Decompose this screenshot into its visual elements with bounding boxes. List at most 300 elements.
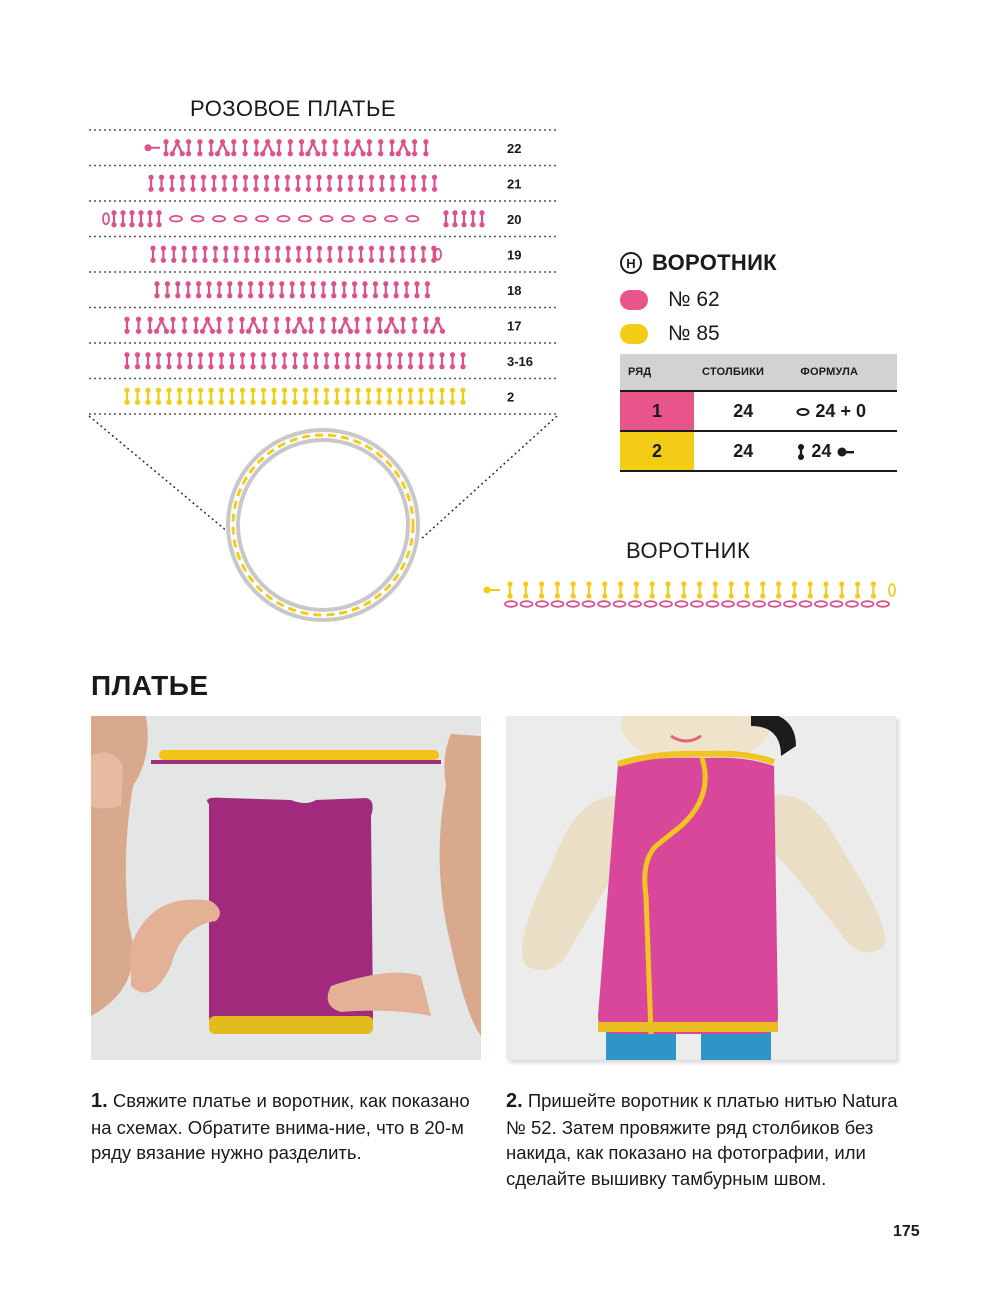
chain-symbol — [583, 601, 595, 607]
row-number-label: 21 — [507, 176, 522, 192]
chain-symbol — [256, 216, 268, 222]
single-crochet-symbol — [288, 139, 293, 144]
single-crochet-symbol — [276, 139, 281, 144]
collar-scheme-label: ВОРОТНИК — [626, 538, 751, 563]
single-crochet-symbol — [262, 317, 267, 322]
single-crochet-symbol — [261, 388, 266, 393]
chain-symbol — [567, 601, 579, 607]
single-crochet-symbol — [400, 317, 405, 322]
single-crochet-symbol — [265, 246, 270, 251]
single-crochet-symbol — [390, 175, 395, 180]
single-crochet-symbol — [193, 317, 198, 322]
single-crochet-symbol — [213, 246, 218, 251]
single-crochet-symbol — [296, 246, 301, 251]
step-1-caption — [91, 1088, 491, 1166]
chain-symbol — [707, 601, 719, 607]
single-crochet-symbol — [150, 246, 155, 251]
single-crochet-symbol — [376, 388, 381, 393]
single-crochet-symbol — [240, 388, 245, 393]
single-crochet-symbol — [367, 139, 372, 144]
single-crochet-symbol — [400, 175, 405, 180]
single-crochet-symbol — [776, 581, 781, 586]
single-crochet-symbol — [111, 210, 116, 215]
single-crochet-symbol — [147, 210, 152, 215]
single-crochet-symbol — [186, 139, 191, 144]
single-crochet-symbol — [327, 175, 332, 180]
chain-symbol — [629, 601, 641, 607]
chain-symbol — [299, 216, 311, 222]
single-crochet-symbol — [192, 246, 197, 251]
chain-symbol — [722, 601, 734, 607]
step-text: Свяжите платье и воротник, как показано на схемах. Обратите внима-ние, что в 20-м ряду вязание нужно разделить. — [91, 1090, 470, 1163]
table-header-row — [620, 354, 897, 391]
slip-stitch-symbol — [484, 587, 491, 594]
single-crochet-symbol — [156, 352, 161, 357]
table-cell-formula — [792, 391, 897, 431]
single-crochet-symbol — [418, 388, 423, 393]
row-number-label: 20 — [507, 211, 522, 227]
single-crochet-symbol — [198, 352, 203, 357]
single-crochet-symbol — [344, 139, 349, 144]
single-crochet-symbol — [355, 352, 360, 357]
single-crochet-symbol — [201, 175, 206, 180]
single-crochet-symbol — [269, 281, 274, 286]
single-crochet-symbol — [286, 246, 291, 251]
single-crochet-symbol — [320, 317, 325, 322]
single-crochet-symbol — [180, 175, 185, 180]
single-crochet-symbol — [713, 581, 718, 586]
single-crochet-symbol — [240, 352, 245, 357]
single-crochet-symbol — [148, 175, 153, 180]
chain-symbol — [278, 216, 290, 222]
single-crochet-symbol — [239, 317, 244, 322]
chain-symbol — [846, 601, 858, 607]
chain-symbol — [738, 601, 750, 607]
step-1-photo — [91, 716, 481, 1060]
step-2-caption — [506, 1088, 906, 1191]
single-crochet-symbol — [602, 581, 607, 586]
single-crochet-symbol — [429, 388, 434, 393]
single-crochet-symbol — [156, 210, 161, 215]
single-crochet-symbol — [135, 388, 140, 393]
single-crochet-symbol — [129, 210, 134, 215]
chain-symbol — [213, 216, 225, 222]
single-crochet-symbol — [124, 317, 129, 322]
row-number-label: 19 — [507, 247, 522, 263]
single-crochet-symbol — [327, 246, 332, 251]
single-crochet-symbol — [264, 175, 269, 180]
single-crochet-symbol — [135, 352, 140, 357]
single-crochet-symbol — [271, 388, 276, 393]
chain-symbol — [784, 601, 796, 607]
single-crochet-symbol — [238, 281, 243, 286]
single-crochet-symbol — [369, 175, 374, 180]
single-crochet-symbol — [124, 352, 129, 357]
single-crochet-symbol — [450, 388, 455, 393]
single-crochet-symbol — [443, 210, 448, 215]
single-crochet-symbol — [232, 175, 237, 180]
table-row — [620, 431, 897, 471]
chain-symbol — [862, 601, 874, 607]
single-crochet-symbol — [274, 175, 279, 180]
single-crochet-symbol — [586, 581, 591, 586]
single-crochet-symbol — [145, 352, 150, 357]
callout-line — [420, 416, 557, 540]
chain-symbol — [521, 601, 533, 607]
single-crochet-symbol — [523, 581, 528, 586]
single-crochet-symbol — [147, 317, 152, 322]
single-crochet-symbol — [394, 281, 399, 286]
single-crochet-symbol — [317, 246, 322, 251]
callout-line — [89, 416, 228, 532]
single-crochet-symbol — [306, 175, 311, 180]
chain-symbol — [342, 216, 354, 222]
single-crochet-symbol — [366, 317, 371, 322]
single-crochet-symbol — [470, 210, 475, 215]
single-crochet-symbol — [303, 352, 308, 357]
ring-inner — [238, 440, 408, 610]
chain-symbol — [598, 601, 610, 607]
single-crochet-symbol — [243, 175, 248, 180]
single-crochet-symbol — [279, 281, 284, 286]
single-crochet-symbol — [389, 139, 394, 144]
single-crochet-symbol — [760, 581, 765, 586]
single-crochet-symbol — [138, 210, 143, 215]
single-crochet-symbol — [166, 352, 171, 357]
single-crochet-symbol — [274, 317, 279, 322]
formula-text: 24 — [811, 440, 832, 461]
single-crochet-symbol — [163, 139, 168, 144]
single-crochet-symbol — [432, 175, 437, 180]
single-crochet-symbol — [166, 388, 171, 393]
yarn-number-label: № 62 — [668, 288, 720, 311]
single-crochet-symbol — [408, 388, 413, 393]
single-crochet-symbol — [228, 317, 233, 322]
single-crochet-symbol — [182, 317, 187, 322]
single-crochet-symbol — [136, 317, 141, 322]
table-cell-stitches: 24 — [694, 431, 792, 471]
single-crochet-symbol — [211, 175, 216, 180]
single-crochet-symbol — [159, 175, 164, 180]
single-crochet-symbol — [744, 581, 749, 586]
single-crochet-symbol — [156, 388, 161, 393]
chain-symbol — [552, 601, 564, 607]
single-crochet-symbol — [373, 281, 378, 286]
single-crochet-symbol — [261, 352, 266, 357]
single-crochet-symbol — [253, 175, 258, 180]
single-crochet-symbol — [244, 246, 249, 251]
chain-symbol — [385, 216, 397, 222]
single-crochet-symbol — [379, 246, 384, 251]
single-crochet-symbol — [404, 281, 409, 286]
chain-symbol — [321, 216, 333, 222]
single-crochet-symbol — [665, 581, 670, 586]
single-crochet-symbol — [324, 352, 329, 357]
chain-symbol — [235, 216, 247, 222]
single-crochet-symbol — [450, 352, 455, 357]
single-crochet-symbol — [871, 581, 876, 586]
section-title: ПЛАТЬЕ — [91, 670, 209, 701]
single-crochet-symbol — [555, 581, 560, 586]
single-crochet-symbol — [414, 281, 419, 286]
single-crochet-symbol — [120, 210, 125, 215]
single-crochet-symbol — [377, 317, 382, 322]
single-crochet-symbol — [460, 352, 465, 357]
scheme-title: РОЗОВОЕ ПЛАТЬЕ — [190, 96, 397, 121]
step-2-photo — [506, 716, 896, 1060]
single-crochet-symbol — [209, 139, 214, 144]
chain-stitch-icon — [796, 406, 810, 418]
turning-chain-symbol — [435, 249, 441, 260]
single-crochet-symbol — [379, 175, 384, 180]
table-cell-formula — [792, 431, 897, 471]
single-crochet-symbol — [410, 246, 415, 251]
step-text: Пришейте воротник к платью нитью Natura № 52. Затем провяжите ряд столбиков без накида, как показано на фотографии, или сделайте вышивку тамбурным швом. — [506, 1090, 898, 1189]
single-crochet-symbol — [331, 281, 336, 286]
single-crochet-symbol — [208, 388, 213, 393]
single-crochet-symbol — [421, 175, 426, 180]
single-crochet-symbol — [366, 388, 371, 393]
single-crochet-symbol — [186, 281, 191, 286]
single-crochet-symbol — [387, 388, 392, 393]
single-crochet-symbol — [348, 246, 353, 251]
single-crochet-symbol — [855, 581, 860, 586]
single-crochet-symbol — [254, 246, 259, 251]
single-crochet-symbol — [324, 388, 329, 393]
table-cell-stitches: 24 — [694, 391, 792, 431]
single-crochet-symbol — [439, 388, 444, 393]
single-crochet-symbol — [634, 581, 639, 586]
chain-symbol — [676, 601, 688, 607]
single-crochet-symbol — [198, 388, 203, 393]
chain-symbol — [614, 601, 626, 607]
single-crochet-symbol — [313, 388, 318, 393]
single-crochet-symbol — [282, 352, 287, 357]
single-crochet-symbol — [248, 281, 253, 286]
single-crochet-symbol — [243, 139, 248, 144]
single-crochet-symbol — [348, 175, 353, 180]
single-crochet-symbol — [418, 352, 423, 357]
single-crochet-symbol — [460, 388, 465, 393]
single-crochet-symbol — [397, 352, 402, 357]
single-crochet-symbol — [362, 281, 367, 286]
pink-swatch — [620, 290, 648, 310]
single-crochet-symbol — [400, 246, 405, 251]
table-row — [620, 391, 897, 431]
single-crochet-symbol — [839, 581, 844, 586]
single-crochet-symbol — [234, 246, 239, 251]
single-crochet-symbol — [383, 281, 388, 286]
single-crochet-symbol — [313, 352, 318, 357]
single-crochet-symbol — [333, 139, 338, 144]
single-crochet-symbol — [808, 581, 813, 586]
table-header-formula: ФОРМУЛА — [792, 354, 897, 391]
single-crochet-symbol — [202, 246, 207, 251]
single-crochet-symbol — [182, 246, 187, 251]
row-number-label: 2 — [507, 389, 515, 405]
single-crochet-symbol — [322, 139, 327, 144]
single-crochet-symbol — [345, 352, 350, 357]
single-crochet-symbol — [479, 210, 484, 215]
single-crochet-symbol — [681, 581, 686, 586]
single-crochet-symbol — [303, 388, 308, 393]
single-crochet-symbol — [306, 246, 311, 251]
single-crochet-symbol — [354, 317, 359, 322]
single-crochet-symbol — [397, 388, 402, 393]
single-crochet-symbol — [177, 388, 182, 393]
single-crochet-symbol — [285, 317, 290, 322]
yarn-swatch-85 — [620, 322, 720, 346]
single-crochet-symbol — [310, 281, 315, 286]
single-crochet-symbol — [697, 581, 702, 586]
single-crochet-symbol — [355, 388, 360, 393]
single-crochet-symbol — [331, 317, 336, 322]
ring-chain-stitches — [233, 435, 413, 615]
single-crochet-symbol — [352, 281, 357, 286]
single-crochet-symbol — [165, 281, 170, 286]
chain-symbol — [815, 601, 827, 607]
single-crochet-symbol — [429, 352, 434, 357]
single-crochet-symbol — [177, 352, 182, 357]
single-crochet-symbol — [227, 281, 232, 286]
table-header-row-label: РЯД — [620, 354, 694, 391]
single-crochet-symbol — [196, 281, 201, 286]
chain-symbol — [170, 216, 182, 222]
single-crochet-symbol — [411, 175, 416, 180]
ring-outline — [228, 430, 418, 620]
single-crochet-icon — [796, 443, 806, 461]
table-cell-row: 2 — [620, 431, 694, 471]
single-crochet-symbol — [271, 352, 276, 357]
single-crochet-symbol — [823, 581, 828, 586]
chain-symbol — [407, 216, 419, 222]
single-crochet-symbol — [250, 388, 255, 393]
single-crochet-symbol — [175, 281, 180, 286]
single-crochet-symbol — [423, 139, 428, 144]
single-crochet-symbol — [358, 246, 363, 251]
single-crochet-symbol — [334, 388, 339, 393]
chain-symbol — [877, 601, 889, 607]
row-number-label: 18 — [507, 282, 522, 298]
single-crochet-symbol — [187, 388, 192, 393]
single-crochet-symbol — [206, 281, 211, 286]
single-crochet-symbol — [216, 317, 221, 322]
step-number: 1. — [91, 1090, 108, 1112]
single-crochet-symbol — [334, 352, 339, 357]
single-crochet-symbol — [187, 352, 192, 357]
chain-symbol — [753, 601, 765, 607]
single-crochet-symbol — [366, 352, 371, 357]
single-crochet-symbol — [461, 210, 466, 215]
single-crochet-symbol — [387, 352, 392, 357]
single-crochet-symbol — [571, 581, 576, 586]
single-crochet-symbol — [250, 352, 255, 357]
collar-formula-table — [620, 354, 897, 472]
single-crochet-symbol — [231, 139, 236, 144]
single-crochet-symbol — [223, 246, 228, 251]
single-crochet-symbol — [170, 317, 175, 322]
single-crochet-symbol — [171, 246, 176, 251]
single-crochet-symbol — [421, 246, 426, 251]
yellow-swatch — [620, 324, 648, 344]
single-crochet-symbol — [154, 281, 159, 286]
single-crochet-symbol — [792, 581, 797, 586]
step-number: 2. — [506, 1090, 523, 1112]
yarn-swatch-62 — [620, 288, 720, 312]
single-crochet-symbol — [358, 175, 363, 180]
turning-chain-symbol — [889, 584, 895, 596]
collar-title: ВОРОТНИК — [652, 250, 777, 275]
single-crochet-symbol — [650, 581, 655, 586]
chain-symbol — [505, 601, 517, 607]
single-crochet-symbol — [378, 139, 383, 144]
page-number: 175 — [893, 1223, 920, 1240]
single-crochet-symbol — [208, 352, 213, 357]
turning-chain-symbol — [103, 213, 109, 224]
single-crochet-symbol — [439, 352, 444, 357]
single-crochet-symbol — [197, 139, 202, 144]
single-crochet-symbol — [425, 281, 430, 286]
single-crochet-symbol — [345, 388, 350, 393]
chain-symbol — [691, 601, 703, 607]
single-crochet-symbol — [308, 317, 313, 322]
single-crochet-symbol — [124, 388, 129, 393]
single-crochet-symbol — [292, 388, 297, 393]
single-crochet-symbol — [295, 175, 300, 180]
single-crochet-symbol — [285, 175, 290, 180]
chain-symbol — [536, 601, 548, 607]
single-crochet-symbol — [300, 281, 305, 286]
single-crochet-symbol — [321, 281, 326, 286]
yarn-number-label: № 85 — [668, 322, 720, 345]
single-crochet-symbol — [412, 317, 417, 322]
single-crochet-symbol — [408, 352, 413, 357]
chain-symbol — [800, 601, 812, 607]
single-crochet-symbol — [258, 281, 263, 286]
single-crochet-symbol — [169, 175, 174, 180]
formula-text: 24 + 0 — [815, 400, 866, 421]
row-number-label: 3-16 — [507, 353, 534, 369]
table-header-stitches: СТОЛБИКИ — [694, 354, 792, 391]
single-crochet-symbol — [390, 246, 395, 251]
table-cell-row: 1 — [620, 391, 694, 431]
single-crochet-symbol — [145, 388, 150, 393]
single-crochet-symbol — [342, 281, 347, 286]
single-crochet-symbol — [229, 388, 234, 393]
single-crochet-symbol — [452, 210, 457, 215]
single-crochet-symbol — [507, 581, 512, 586]
single-crochet-symbol — [338, 246, 343, 251]
chain-symbol — [364, 216, 376, 222]
single-crochet-symbol — [618, 581, 623, 586]
single-crochet-symbol — [222, 175, 227, 180]
row-number-label: 17 — [507, 318, 522, 334]
single-crochet-symbol — [219, 352, 224, 357]
slip-stitch-icon — [836, 446, 856, 458]
single-crochet-symbol — [292, 352, 297, 357]
single-crochet-symbol — [190, 175, 195, 180]
single-crochet-symbol — [290, 281, 295, 286]
chain-symbol — [660, 601, 672, 607]
single-crochet-symbol — [369, 246, 374, 251]
single-crochet-symbol — [729, 581, 734, 586]
single-crochet-symbol — [337, 175, 342, 180]
slip-stitch-symbol — [145, 144, 152, 151]
row-number-label: 22 — [507, 140, 522, 156]
collar-header — [620, 250, 777, 276]
single-crochet-symbol — [423, 317, 428, 322]
single-crochet-symbol — [275, 246, 280, 251]
